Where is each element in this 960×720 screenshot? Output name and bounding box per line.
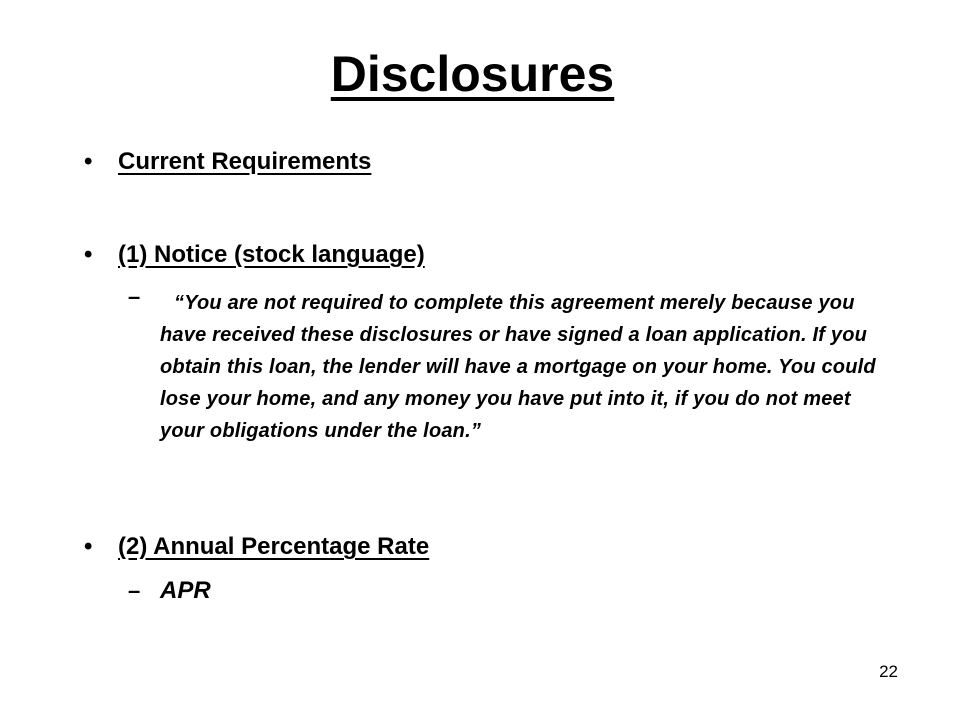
sub-bullet-marker: – [128,578,141,603]
slide-title-text: Disclosures [330,46,615,102]
slide-title [0,44,945,104]
page-number: 22 [879,662,898,681]
apr-text: APR [160,577,211,604]
bullet-marker: • [84,241,93,268]
bullet-marker: • [84,533,93,560]
bullet-text: Current Requirements [118,148,372,175]
bullet-text: (2) Annual Percentage Rate [118,533,430,560]
bullet-marker: • [84,148,93,175]
sub-bullet-marker: – [128,284,141,309]
notice-quote-text: “You are not required to complete this agreement merely because you have received these disclosures or have signed a loan application. If you obtain this loan, the lender will have a mortgage on your home. You could lose your home, and any money you have put into it, if you do not meet your obligations under the loan.” [160,292,876,442]
bullet-text: (1) Notice (stock language) [118,241,425,268]
